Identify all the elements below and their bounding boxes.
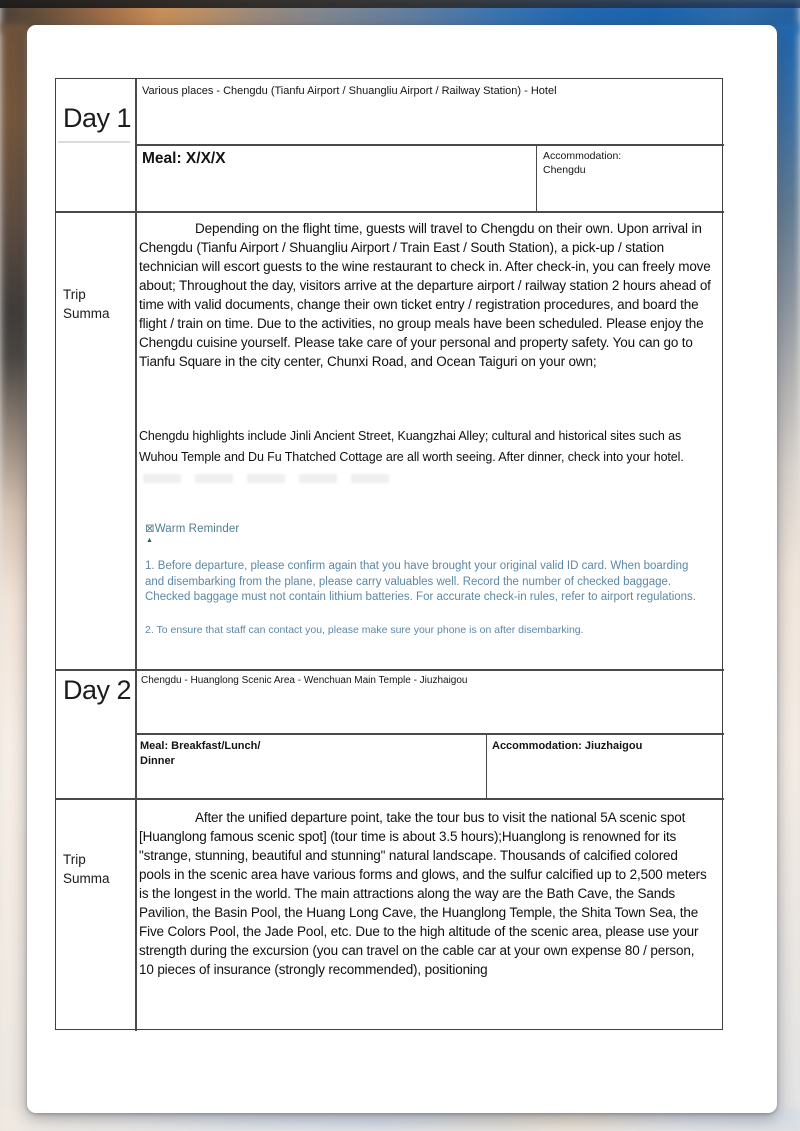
day1-route-text: Various places - Chengdu (Tianfu Airport / Shuangliu Airport / Railway Station) - Hotel [142, 85, 557, 97]
warm-reminder-title: ⊠Warm Reminder [145, 523, 240, 535]
ghost-text-artifact [143, 474, 393, 483]
day2-meal-line1: Meal: Breakfast/Lunch/ [140, 740, 261, 752]
day2-trip-summary-cell [135, 798, 724, 1031]
backdrop-right-strip [773, 24, 800, 1131]
day1-accommodation-line2: Chengdu [543, 164, 586, 176]
itinerary-table [55, 78, 723, 1030]
reminder-item-2: 2. To ensure that staff can contact you, please make sure your phone is on after disembarking. [145, 623, 584, 636]
stray-mark: ▲ [146, 537, 153, 544]
day2-route-cell [135, 669, 724, 733]
day2-accommodation-text: Accommodation: Jiuzhaigou [492, 740, 643, 752]
day1-title-underline [58, 141, 130, 143]
document-page [27, 25, 777, 1113]
day1-trip-summary-cell [135, 211, 724, 669]
backdrop-left-strip [0, 24, 30, 1131]
day2-summary-paragraph-1: After the unified departure point, take the tour bus to visit the national 5A scenic spot [Huanglong famous scenic spot] (tour time is about 3.5 hours);Huanglong is renowned for its "strange, stunning, beautiful and stunning" natural landscape. Thousands of calcified colored pools in the scenic area have various forms and glows, and the sulfur calcified up to 2,500 meters is the longest in the world. The main attractions along the way are the Bath Cave, the Sands Pavilion, the Basin Pool, the Huang Long Cave, the Huanglong Temple, the Shita Town Sea, the Five Colors Pool, the Jade Pool, etc. Due to the high altitude of the scenic area, please use your strength during the excursion (you can travel on the cable car at your own expense 80 / person, 10 pieces of insurance (strongly recommended), positioning [139, 810, 707, 977]
day2-meal-line2: Dinner [140, 755, 175, 767]
day2-trip-label-line1: Trip [63, 852, 86, 867]
day1-title: Day 1 [63, 103, 132, 133]
backdrop-top-dark-strip [0, 0, 800, 8]
day2-title: Day 2 [63, 675, 132, 705]
day2-trip-summary-label-cell [56, 798, 135, 1031]
day1-accommodation-cell [536, 144, 724, 211]
day1-route-cell [135, 79, 724, 144]
day2-meal-cell [135, 733, 486, 798]
day1-summary-paragraph-1: Depending on the flight time, guests will travel to Chengdu on their own. Upon arrival in Chengdu (Tianfu Airport / Shuangliu Airport / Train East / South Station), a pick-up / station technician will escort guests to the wine restaurant to check in. After check-in, you can freely move about; Throughout the day, visitors arrive at the departure airport / railway station 2 hours ahead of time with valid documents, change their own ticket entry / registration procedures, and board the flight / train on time. Due to the activities, no group meals have been scheduled. Please enjoy the Chengdu cuisine yourself. Please take care of your personal and property safety. You can go to Tianfu Square in the city center, Chunxi Road, and Ocean Taiguri on your own; [139, 221, 711, 369]
day1-label-cell [56, 79, 135, 211]
day2-trip-label-line2: Summa [63, 871, 110, 886]
day1-trip-label-line1: Trip [63, 287, 86, 302]
reminder-item-1: 1. Before departure, please confirm again that you have brought your original valid ID card. When boarding and disembarking from the plane, please carry valuables well. Record the number of checked baggage. Checked baggage must not contain lithium batteries. For accurate check-in rules, refer to airport regulations. [145, 560, 697, 603]
day1-accommodation-line1: Accommodation: [543, 150, 622, 162]
day1-trip-label-line2: Summa [63, 306, 110, 321]
day1-meal-text: Meal: X/X/X [142, 150, 226, 167]
day2-accommodation-cell [486, 733, 724, 798]
day1-trip-summary-label-cell [56, 211, 135, 669]
day2-label-cell [56, 669, 135, 798]
day1-summary-paragraph-2: Chengdu highlights include Jinli Ancient Street, Kuangzhai Alley; cultural and historical sites such as Wuhou Temple and Du Fu Thatched Cottage are all worth seeing. After dinner, check into your hotel. [139, 429, 684, 464]
day1-meal-cell [135, 144, 536, 211]
day2-route-text: Chengdu - Huanglong Scenic Area - Wenchuan Main Temple - Jiuzhaigou [141, 675, 468, 686]
